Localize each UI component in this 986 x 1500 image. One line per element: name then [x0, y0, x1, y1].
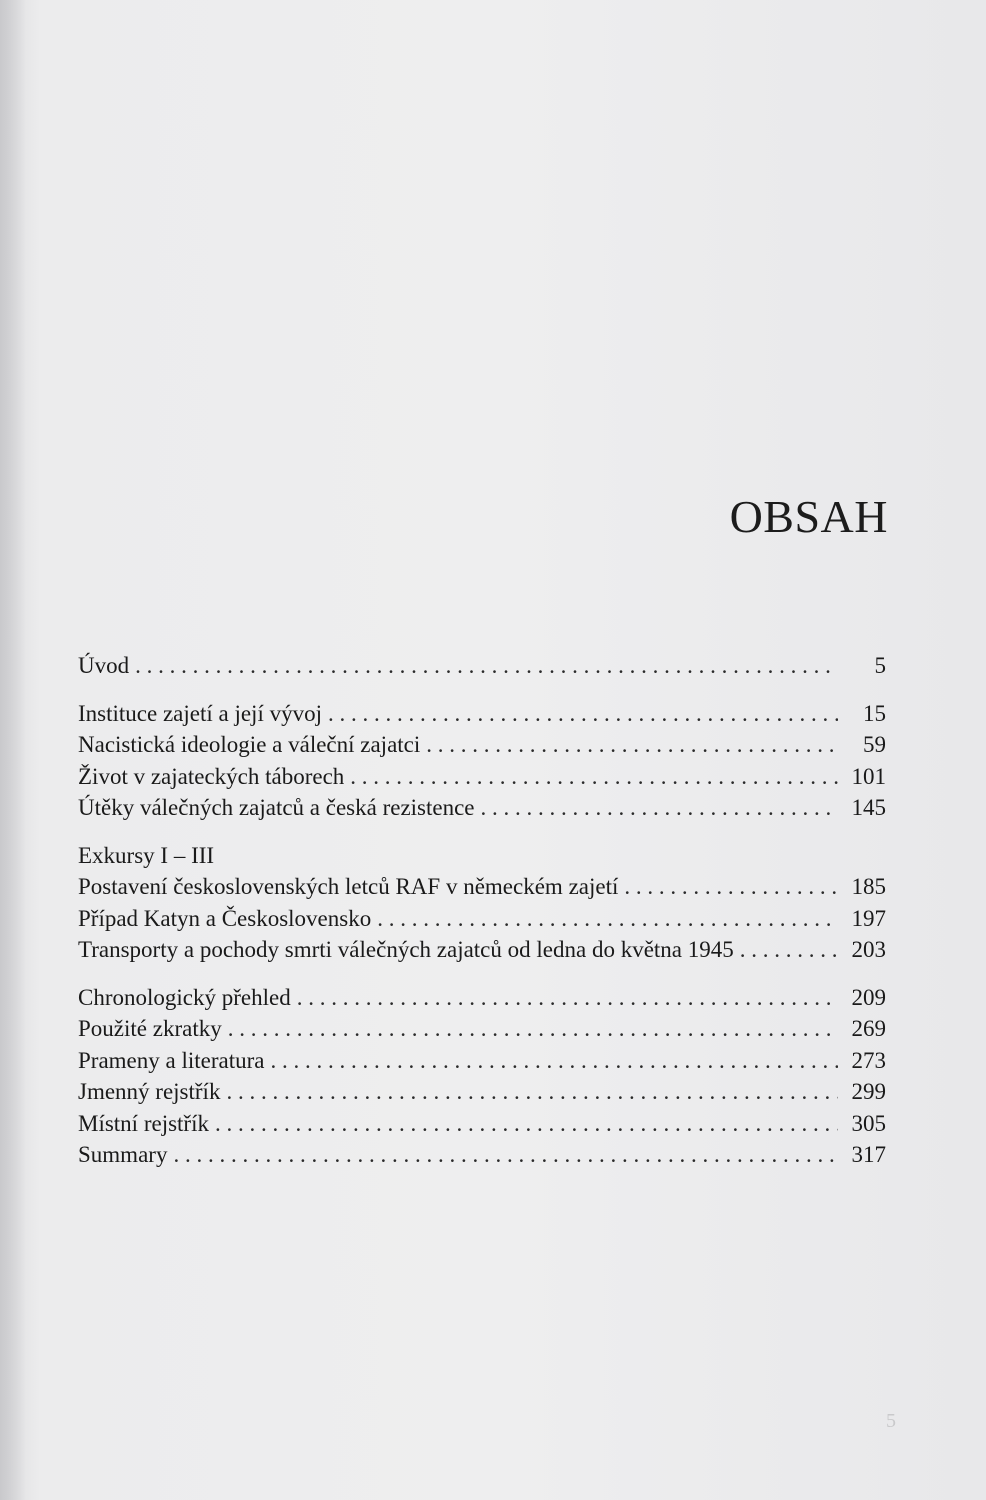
toc-entry-page-number: 101 [851, 763, 886, 789]
toc-entry [78, 871, 886, 903]
toc-entry-page-number: 305 [851, 1110, 886, 1136]
toc-entry [78, 650, 886, 682]
toc-entry-title: Nacistická ideologie a váleční zajatci [78, 732, 421, 757]
toc-entry-title: Život v zajateckých táborech [78, 763, 345, 789]
toc-entry-page-number: 299 [851, 1079, 886, 1104]
toc-entry-title: Transporty a pochody smrti válečných zajatců od ledna do května 1945 [78, 937, 734, 962]
dot-leader [350, 761, 838, 793]
toc-entry-page-number: 209 [851, 984, 886, 1010]
toc-entry [78, 840, 886, 872]
toc-entry-page-number: 197 [851, 905, 886, 931]
toc-entry [78, 761, 886, 793]
dot-leader [328, 698, 838, 730]
toc-entry-page-number: 5 [874, 653, 886, 678]
toc-entry [78, 903, 886, 935]
toc-entry-title: Případ Katyn a Československo [78, 905, 372, 931]
toc-entry-title: Postavení československých letců RAF v německém zajetí [78, 874, 619, 899]
toc-entry-title: Summary [78, 1142, 168, 1167]
dot-leader [173, 1139, 838, 1171]
toc-entry-page-number: 273 [851, 1047, 886, 1073]
toc-entry-title: Jmenný rejstřík [78, 1079, 221, 1104]
toc-entry-title: Prameny a literatura [78, 1047, 265, 1073]
page-title: OBSAH [729, 491, 888, 542]
dot-leader [226, 1076, 838, 1108]
toc-entry-page-number: 15 [863, 700, 886, 726]
toc-entry [78, 1108, 886, 1140]
table-of-contents [78, 650, 886, 1171]
toc-entry-page-number: 145 [851, 795, 886, 820]
toc-entry [78, 729, 886, 761]
toc-entry [78, 982, 886, 1014]
dot-leader [135, 650, 838, 682]
toc-entry [78, 1076, 886, 1108]
dot-leader [426, 729, 838, 761]
dot-leader [377, 903, 838, 935]
toc-entry-page-number: 317 [851, 1142, 886, 1167]
toc-entry-title: Chronologický přehled [78, 984, 291, 1010]
toc-entry-title: Instituce zajetí a její vývoj [78, 700, 322, 726]
dot-leader [215, 1108, 838, 1140]
toc-entry-title: Exkursy I – III [78, 842, 215, 868]
toc-entry-page-number: 59 [863, 732, 886, 757]
toc-entry-page-number: 185 [851, 874, 886, 899]
dot-leader [270, 1045, 838, 1077]
dot-leader [228, 1013, 838, 1045]
toc-entry-title: Místní rejstřík [78, 1110, 209, 1136]
dot-leader [624, 871, 838, 903]
dot-leader [481, 792, 838, 824]
toc-entry-page-number: 203 [851, 937, 886, 962]
toc-entry [78, 1045, 886, 1077]
toc-entry-title: Útěky válečných zajatců a česká rezistence [78, 795, 475, 820]
dot-leader [297, 982, 838, 1014]
spine-shadow [0, 0, 26, 1500]
toc-entry [78, 792, 886, 824]
dot-leader [740, 934, 838, 966]
toc-entry [78, 1139, 886, 1171]
toc-entry [78, 698, 886, 730]
toc-entry [78, 934, 886, 966]
toc-entry-title: Úvod [78, 653, 130, 678]
toc-entry [78, 1013, 886, 1045]
toc-entry-title: Použité zkratky [78, 1016, 222, 1041]
toc-entry-page-number: 269 [851, 1016, 886, 1041]
show-through-page-number: 5 [886, 1410, 896, 1432]
